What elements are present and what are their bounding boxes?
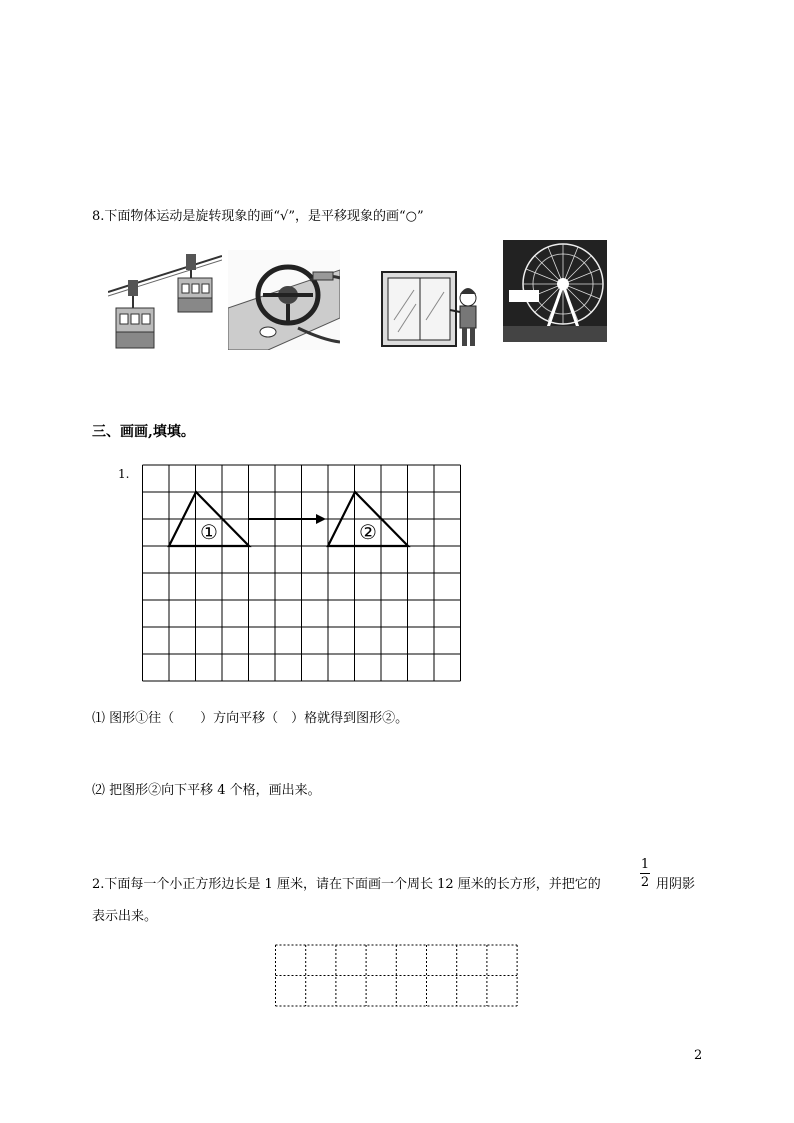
arrow-head-icon (316, 514, 326, 524)
drawing-grid (275, 944, 519, 1012)
question-2-text-line2: 表示出来。 (92, 909, 158, 924)
shape-2-label: ② (359, 520, 377, 544)
fraction-denominator: 2 (640, 875, 650, 890)
fraction-one-half (640, 858, 650, 889)
fraction-bar (640, 873, 650, 874)
ferris-wheel-icon (503, 240, 607, 342)
sub-question-1: ⑴ 图形①往（ ）方向平移（ ）格就得到图形②。 (92, 711, 409, 726)
sub-question-2: ⑵ 把图形②向下平移 4 个格，画出来。 (92, 783, 321, 798)
shape-1-label: ① (200, 520, 218, 544)
cable-car-icon (108, 250, 222, 352)
section-3-title: 三、画画,填填。 (92, 424, 195, 440)
question-8-text: 8.下面物体运动是旋转现象的画“√”，是平移现象的画“○” (92, 209, 424, 224)
item-1-number: 1. (118, 467, 130, 481)
sliding-window-icon (380, 270, 486, 350)
question-2-text-end: 用阴影 (656, 877, 696, 892)
fraction-numerator: 1 (640, 857, 650, 872)
page-number: 2 (694, 1048, 703, 1063)
question-2-text: 2.下面每一个小正方形边长是 1 厘米，请在下面画一个周长 12 厘米的长方形，并把它的 (92, 877, 601, 892)
translation-grid (142, 464, 462, 688)
steering-wheel-icon (228, 250, 340, 350)
